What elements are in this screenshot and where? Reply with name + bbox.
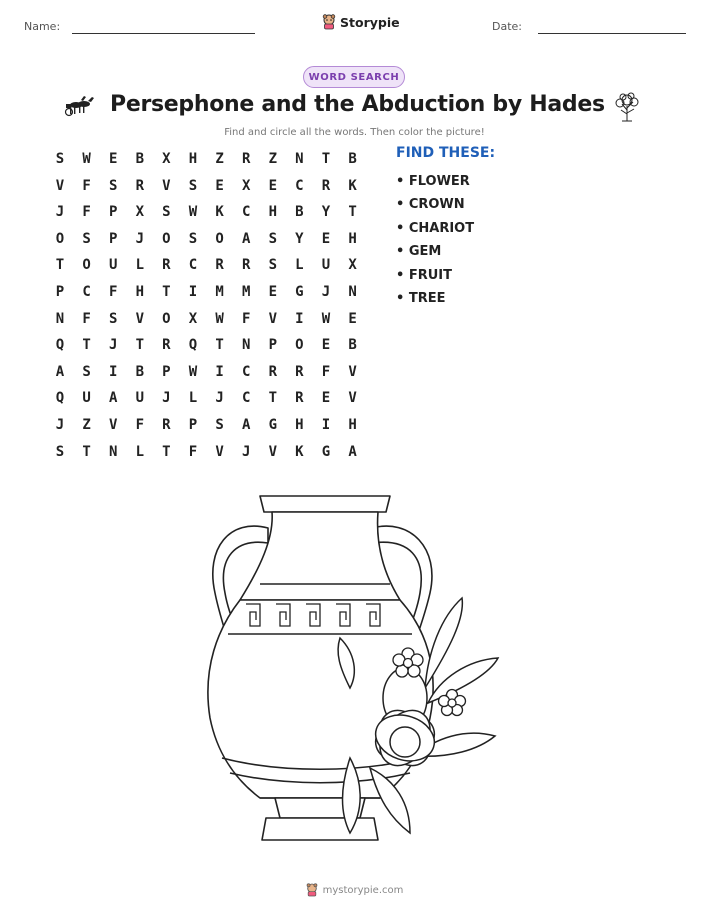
footer [0,880,709,900]
grid-cell[interactable]: S [108,310,118,327]
grid-cell[interactable]: V [55,177,65,194]
grid-cell[interactable]: Q [55,390,65,407]
grid-cell[interactable]: C [295,177,304,194]
grid-cell[interactable]: O [162,230,171,247]
grid-cell[interactable]: I [321,417,331,433]
grid-cell[interactable]: G [321,443,331,460]
grid-cell[interactable]: B [135,151,145,167]
grid-cell[interactable]: F [188,443,198,460]
grid-cell[interactable]: S [268,230,278,247]
grid-cell[interactable]: B [295,204,304,221]
grid-cell[interactable]: S [268,257,278,274]
grid-cell[interactable]: F [108,284,118,300]
grid-cell[interactable]: W [82,151,91,167]
grid-cell[interactable]: U [108,257,118,274]
grid-cell[interactable]: T [268,390,278,407]
grid-cell[interactable]: R [295,390,304,407]
grid-cell[interactable]: T [82,337,91,354]
grid-cell[interactable]: R [241,151,251,167]
grid-cell[interactable]: F [82,310,91,327]
grid-cell[interactable]: V [162,177,171,194]
grid-cell[interactable]: H [135,284,145,300]
grid-cell[interactable]: H [188,151,198,167]
grid-cell[interactable]: I [295,310,304,327]
grid-cell[interactable]: U [82,390,91,407]
grid-cell[interactable]: T [82,443,91,460]
grid-cell[interactable]: J [55,417,65,433]
grid-cell[interactable]: K [295,443,304,460]
grid-cell[interactable]: R [162,257,171,274]
word-search-badge: WORD SEARCH [303,66,405,88]
grid-cell[interactable]: R [215,257,224,274]
word-item: • GEM [396,244,442,260]
grid-cell[interactable]: O [162,310,171,327]
page-title: Persephone and the Abduction by Hades [110,92,605,117]
grid-cell[interactable]: L [135,443,145,460]
footer-url[interactable]: mystorypie.com [322,884,404,896]
grid-cell[interactable]: N [55,310,65,327]
grid-cell[interactable]: C [241,204,251,221]
grid-cell[interactable]: S [188,230,198,247]
date-line[interactable] [538,33,686,34]
grid-cell[interactable]: U [135,390,145,407]
grid-cell[interactable]: E [321,230,331,247]
grid-cell[interactable]: S [82,230,91,247]
grid-cell[interactable]: P [108,230,118,247]
grid-cell[interactable]: R [321,177,331,194]
grid-cell[interactable]: E [215,177,224,194]
grid-cell[interactable]: T [215,337,224,354]
grid-cell[interactable]: F [82,177,91,194]
grid-cell[interactable]: R [295,363,304,380]
grid-cell[interactable]: H [348,230,357,247]
instructions: Find and circle all the words. Then color the picture! [224,127,485,138]
vase-coloring-illustration[interactable] [200,488,500,853]
grid-cell[interactable]: T [162,443,171,460]
page-header [0,14,709,44]
grid-cell[interactable]: A [348,443,357,460]
grid-cell[interactable]: B [348,151,357,167]
grid-cell[interactable]: F [82,204,91,221]
grid-cell[interactable]: N [108,443,118,460]
grid-cell[interactable]: I [108,363,118,380]
grid-cell[interactable]: A [241,417,251,433]
grid-cell[interactable]: T [162,284,171,300]
grid-cell[interactable]: O [215,230,224,247]
grid-cell[interactable]: J [108,337,118,354]
word-item: • CHARIOT [396,220,475,236]
grid-cell[interactable]: C [241,390,251,407]
grid-cell[interactable]: W [321,310,331,327]
date-label: Date: [492,20,522,33]
grid-cell[interactable]: W [215,310,224,327]
grid-cell[interactable]: E [268,284,278,300]
word-item: • FLOWER [396,174,470,189]
grid-cell[interactable]: A [55,363,65,380]
grid-cell[interactable]: P [55,284,65,300]
grid-cell[interactable]: K [215,204,224,221]
grid-cell[interactable]: A [108,390,118,407]
grid-cell[interactable]: X [135,204,145,221]
chariot-icon [64,95,98,117]
grid-cell[interactable]: B [348,337,357,354]
brand-name: Storypie [340,14,400,30]
grid-cell[interactable]: V [348,363,357,380]
grid-cell[interactable]: S [162,204,171,221]
grid-cell[interactable]: Q [188,337,198,354]
grid-cell[interactable]: E [321,337,331,354]
grid-cell[interactable]: S [108,177,118,194]
name-line[interactable] [72,33,255,34]
grid-cell[interactable]: O [295,337,304,354]
grid-cell[interactable]: P [162,363,171,380]
grid-cell[interactable]: C [188,257,198,274]
grid-cell[interactable]: Y [295,230,304,247]
grid-cell[interactable]: X [162,151,171,167]
grid-cell[interactable]: J [321,284,331,300]
grid-cell[interactable]: X [348,257,357,274]
grid-cell[interactable]: T [55,257,65,274]
storypie-logo-icon [322,14,336,30]
grid-cell[interactable]: Y [321,204,331,221]
grid-cell[interactable]: R [241,257,251,274]
grid-cell[interactable]: P [188,417,198,433]
grid-cell[interactable]: Q [55,337,65,354]
grid-cell[interactable]: J [162,390,171,407]
grid-cell[interactable]: W [188,204,198,221]
grid-cell[interactable]: V [135,310,145,327]
grid-cell[interactable]: A [241,230,251,247]
grid-cell[interactable]: H [295,417,304,433]
grid-cell[interactable]: F [135,417,145,433]
grid-cell[interactable]: S [82,363,91,380]
word-item: • FRUIT [396,267,452,283]
word-list [396,145,495,310]
grid-cell[interactable]: R [135,177,145,194]
grid-cell[interactable]: N [295,151,304,167]
grid-cell[interactable]: R [268,363,278,380]
grid-cell[interactable]: E [321,390,331,407]
grid-cell[interactable]: I [215,363,224,380]
grid-cell[interactable]: E [348,310,357,327]
tree-icon [612,92,642,122]
storypie-logo-icon [306,883,318,897]
grid-cell[interactable]: M [241,284,251,300]
grid-cell[interactable]: J [215,390,224,407]
grid-cell[interactable]: Z [215,151,224,167]
name-label: Name: [24,20,61,33]
grid-cell[interactable]: H [348,417,357,433]
grid-cell[interactable]: S [188,177,198,194]
word-list-title: FIND THESE: [396,145,496,161]
grid-cell[interactable]: M [215,284,224,300]
grid-cell[interactable]: J [55,204,65,221]
grid-cell[interactable]: N [348,284,357,300]
grid-cell[interactable]: S [55,443,65,460]
grid-cell[interactable]: L [295,257,304,274]
word-item: • CROWN [396,197,465,213]
grid-cell[interactable]: R [162,417,171,433]
grid-cell[interactable]: F [241,310,251,327]
grid-cell[interactable]: W [188,363,198,380]
grid-cell[interactable]: T [321,151,331,167]
grid-cell[interactable]: P [108,204,118,221]
grid-cell[interactable]: G [295,284,304,300]
grid-cell[interactable]: X [241,177,251,194]
grid-cell[interactable]: R [162,337,171,354]
grid-cell[interactable]: B [135,363,145,380]
grid-cell[interactable]: V [268,443,278,460]
grid-cell[interactable]: J [241,443,251,460]
brand [322,14,400,30]
grid-cell[interactable]: V [268,310,278,327]
grid-cell[interactable]: G [268,417,278,433]
grid-cell[interactable]: X [188,310,198,327]
grid-cell[interactable]: O [82,257,91,274]
grid-cell[interactable]: S [55,151,65,167]
grid-cell[interactable]: U [321,257,331,274]
grid-cell[interactable]: V [348,390,357,407]
grid-cell[interactable]: T [135,337,145,354]
grid-cell[interactable]: L [188,390,198,407]
grid-cell[interactable]: O [55,230,65,247]
grid-cell[interactable]: K [348,177,357,194]
grid-cell[interactable]: P [268,337,278,354]
grid-cell[interactable]: E [268,177,278,194]
grid-cell[interactable]: V [108,417,118,433]
title-row [0,92,709,126]
word-item: • TREE [396,290,446,306]
grid-cell[interactable]: S [215,417,224,433]
grid-cell[interactable]: C [241,363,251,380]
grid-cell[interactable]: J [135,230,145,247]
grid-cell[interactable]: C [82,284,91,300]
grid-cell[interactable]: I [188,284,198,300]
grid-cell[interactable]: Z [82,417,91,433]
grid-cell[interactable]: F [321,363,331,380]
grid-cell[interactable]: T [348,204,357,221]
grid-cell[interactable]: V [215,443,224,460]
grid-cell[interactable]: N [241,337,251,354]
grid-cell[interactable]: Z [268,151,278,167]
grid-cell[interactable]: L [135,257,145,274]
grid-cell[interactable]: E [108,151,118,167]
grid-cell[interactable]: H [268,204,278,221]
